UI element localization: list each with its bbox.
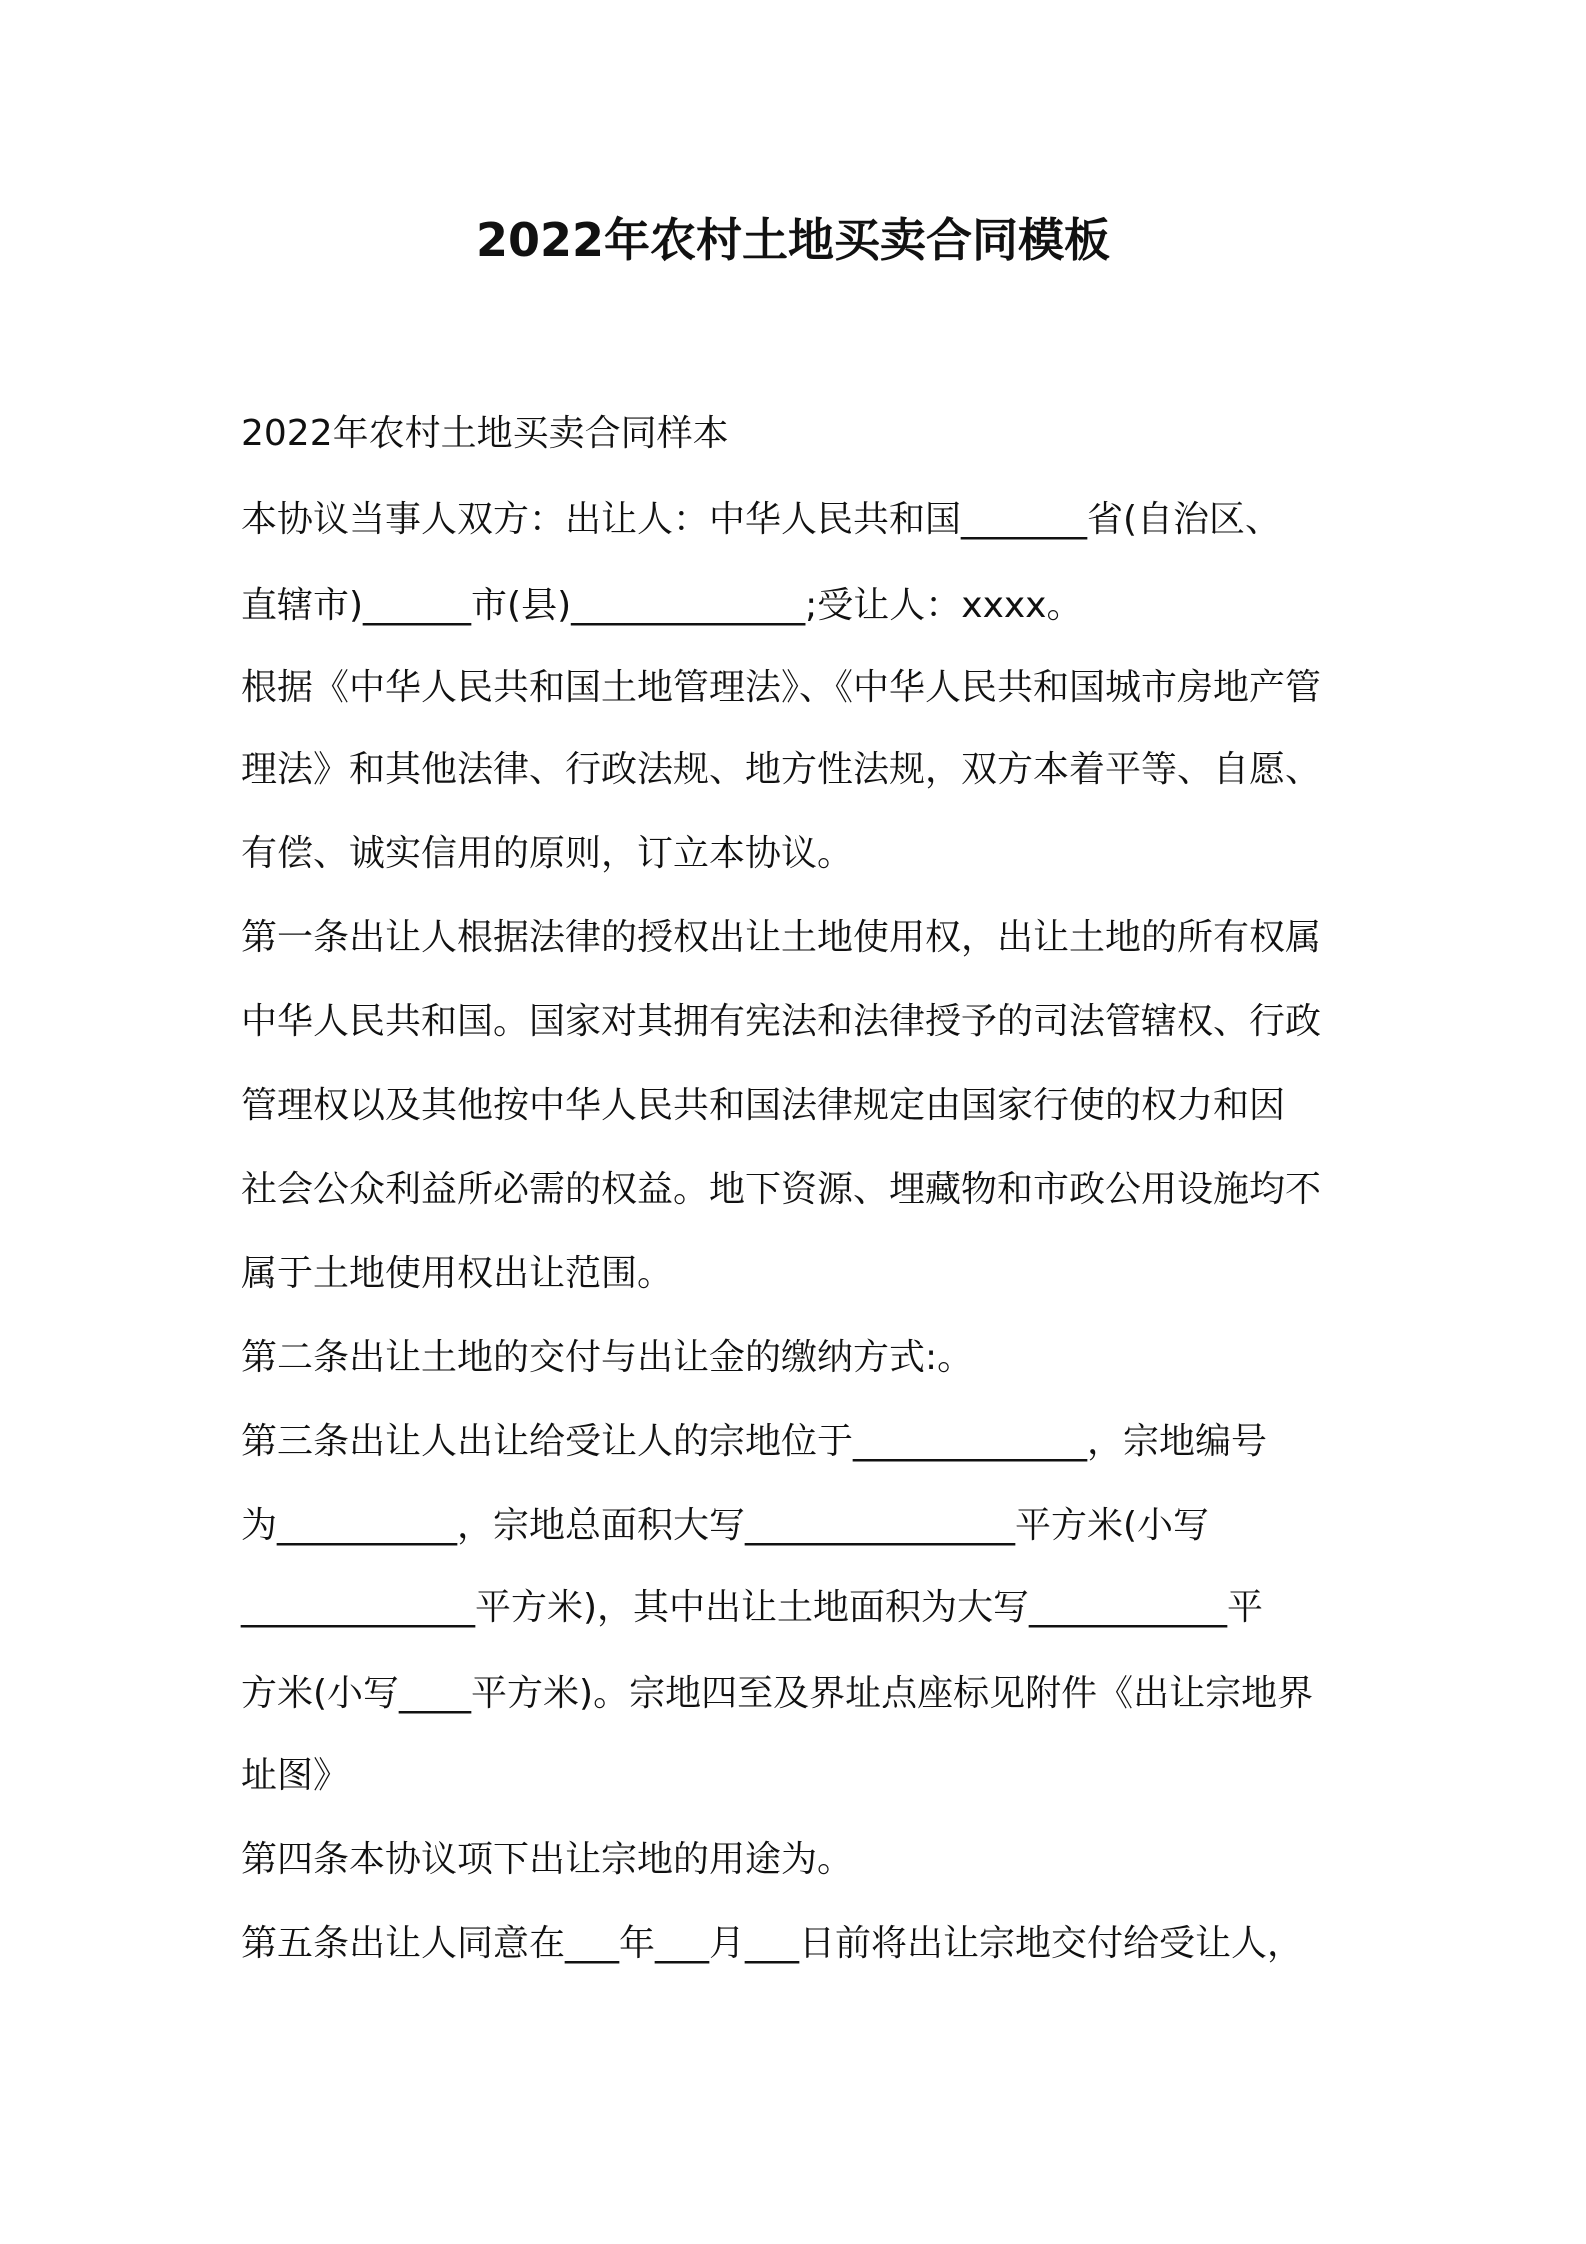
article-1-line: 中华人民共和国。国家对其拥有宪法和法律授予的司法管辖权、行政 [241,1001,1322,1042]
parties-line: 本协议当事人双方：出让人：中华人民共和国_______省(自治区、 [241,499,1282,540]
article-3-line: _____________平方米)，其中出让土地面积为大写___________平 [241,1587,1264,1628]
article-5-line: 第五条出让人同意在___年___月___日前将出让宗地交付给受让人， [241,1923,1304,1964]
article-1-line: 属于土地使用权出让范围。 [241,1253,674,1294]
article-3-line: 址图》 [241,1755,350,1796]
article-2-line: 第二条出让土地的交付与出让金的缴纳方式:。 [241,1337,974,1378]
subtitle-line: 2022年农村土地买卖合同样本 [241,413,729,454]
preamble-line: 有偿、诚实信用的原则，订立本协议。 [241,833,854,874]
article-1-line: 管理权以及其他按中华人民共和国法律规定由国家行使的权力和因 [241,1085,1286,1126]
article-1-line: 社会公众利益所必需的权益。地下资源、埋藏物和市政公用设施均不 [241,1169,1322,1210]
article-4-line: 第四条本协议项下出让宗地的用途为。 [241,1839,854,1880]
parties-line: 直辖市)______市(县)_____________;受让人：xxxx。 [241,585,1083,626]
preamble-line: 根据《中华人民共和国土地管理法》、《中华人民共和国城市房地产管 [241,667,1322,708]
article-3-line: 为__________，宗地总面积大写_______________平方米(小写 [241,1505,1210,1546]
article-3-line: 第三条出让人出让给受让人的宗地位于_____________，宗地编号 [241,1421,1268,1462]
preamble-line: 理法》和其他法律、行政法规、地方性法规，双方本着平等、自愿、 [241,749,1322,790]
document-title: 2022年农村土地买卖合同模板 [475,213,1111,267]
article-3-line: 方米(小写____平方米)。宗地四至及界址点座标见附件《出让宗地界 [241,1673,1314,1714]
article-1-line: 第一条出让人根据法律的授权出让土地使用权，出让土地的所有权属 [241,917,1322,958]
